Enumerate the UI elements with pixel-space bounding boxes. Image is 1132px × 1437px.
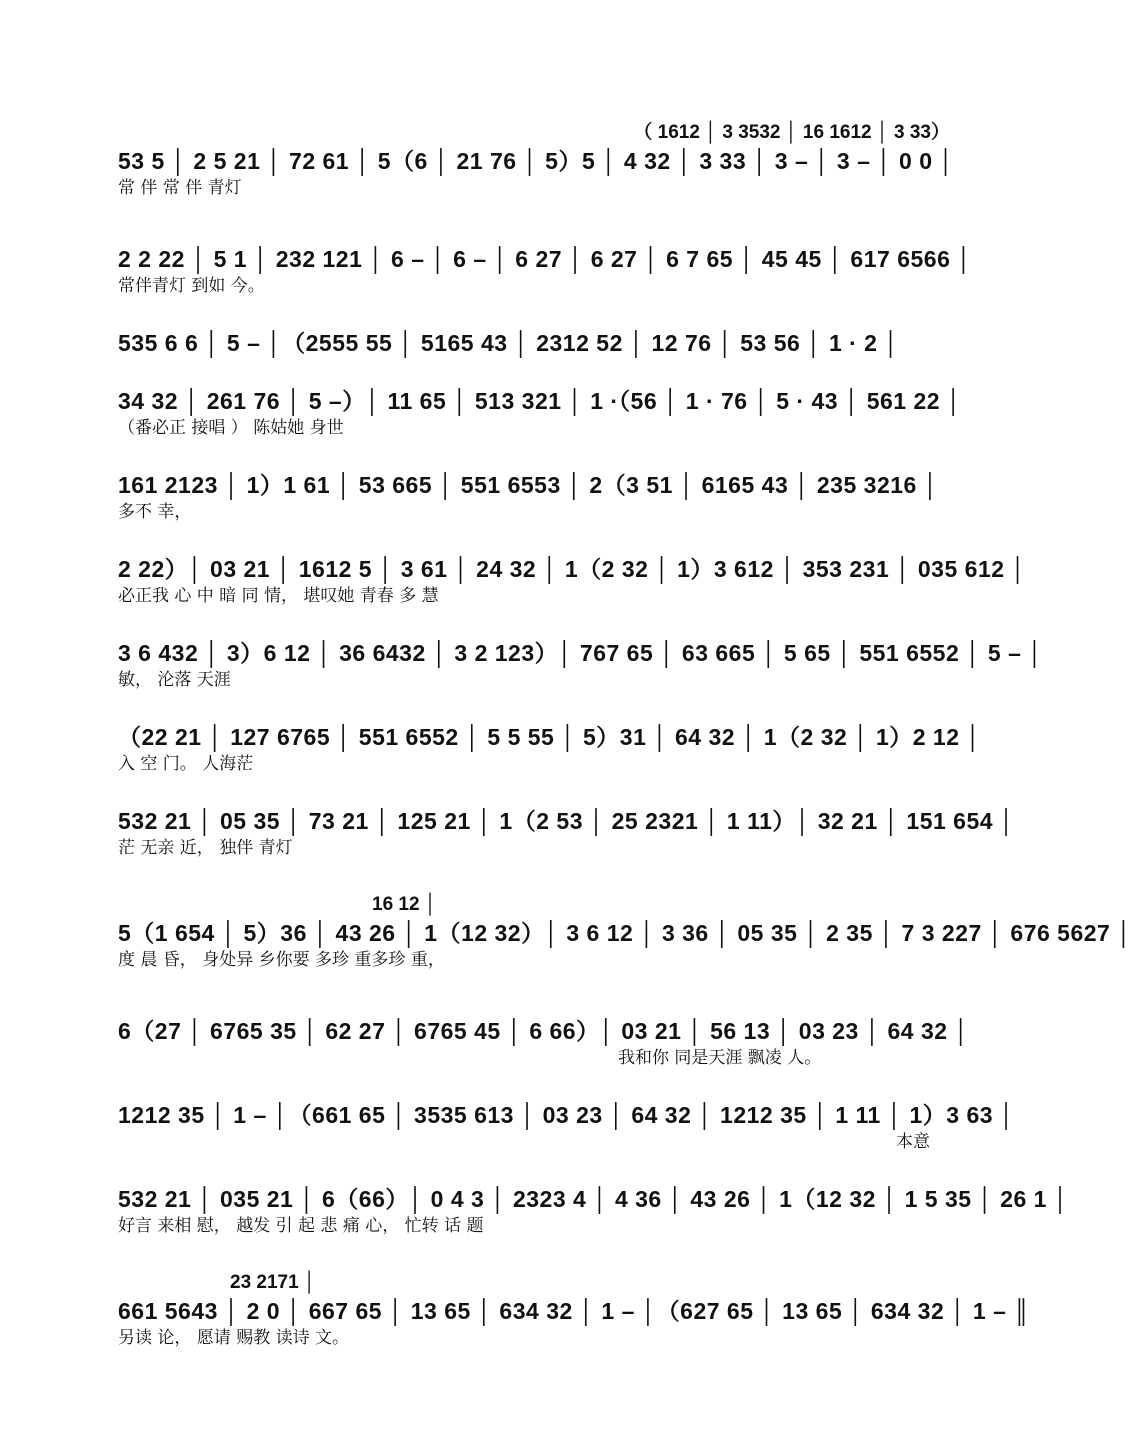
lyrics-line: 敏， 沦落 天涯	[118, 670, 231, 690]
lyrics-line: 度 晨 昏， 身处异 乡你要 多珍 重多珍 重，	[118, 950, 445, 970]
score-system-12	[118, 1100, 1015, 1154]
score-system-11	[118, 1016, 970, 1070]
notes-line: 6（27 │ 6765 35 │ 62 27 │ 6765 45 │ 6 66）│ 03 21 │ 56 13 │ 03 23 │ 64 32 │	[118, 1018, 970, 1044]
score-system-8	[118, 722, 982, 776]
score-system-14	[118, 1270, 1031, 1350]
lyrics-line	[118, 358, 954, 382]
notes-line: （22 21 │ 127 6765 │ 551 6552 │ 5 5 55 │ 5）31 │ 64 32 │ 1（2 32 │ 1）2 12 │	[118, 724, 982, 750]
notes-line: 2 2 22 │ 5 1 │ 232 121 │ 6 – │ 6 – │ 6 27 │ 6 27 │ 6 7 65 │ 45 45 │ 617 6566 │	[118, 246, 973, 272]
intro-notes: （ 1612 │ 3 3532 │ 16 1612 │ 3 33）	[633, 122, 950, 143]
lyrics-line: 我和你 同是天涯 飘凌 人。	[618, 1048, 822, 1068]
score-system-13	[118, 1184, 1069, 1238]
lyrics-line: （番必正 接唱 ） 陈姑她 身世	[118, 418, 344, 438]
score-system-4	[118, 386, 962, 440]
notes-line: 34 32 │ 261 76 │ 5 –）│ 11 65 │ 513 321 │ 1 ·（56 │ 1 · 76 │ 5 · 43 │ 561 22 │	[118, 388, 962, 414]
notes-line: 532 21 │ 035 21 │ 6（66）│ 0 4 3 │ 2323 4 │ 4 36 │ 43 26 │ 1（12 32 │ 1 5 35 │ 26 1 │	[118, 1186, 1069, 1212]
notes-line: 161 2123 │ 1）1 61 │ 53 665 │ 551 6553 │ 2（3 51 │ 6165 43 │ 235 3216 │	[118, 472, 939, 498]
lyrics-line: 入 空 门。 人海茫	[118, 754, 254, 774]
upper-voice-notes: 16 12 │	[372, 894, 437, 915]
lyrics-line: 多不 幸，	[118, 502, 192, 522]
notes-line: 2 22）│ 03 21 │ 1612 5 │ 3 61 │ 24 32 │ 1（2 32 │ 1）3 612 │ 353 231 │ 035 612 │	[118, 556, 1027, 582]
lyrics-line: 茫 无亲 近， 独伴 青灯	[118, 838, 293, 858]
score-system-2	[118, 244, 973, 298]
upper-voice-notes: 23 2171 │	[230, 1272, 316, 1293]
lyrics-line: 常 伴 常 伴 青灯	[118, 178, 242, 198]
notes-line: 661 5643 │ 2 0 │ 667 65 │ 13 65 │ 634 32 │ 1 – │（627 65 │ 13 65 │ 634 32 │ 1 – ║	[118, 1298, 1031, 1324]
notes-line: 532 21 │ 05 35 │ 73 21 │ 125 21 │ 1（2 53 │ 25 2321 │ 1 11）│ 32 21 │ 151 654 │	[118, 808, 1015, 834]
score-system-6	[118, 554, 1027, 608]
notes-line: 1212 35 │ 1 – │（661 65 │ 3535 613 │ 03 23 │ 64 32 │ 1212 35 │ 1 11 │ 1）3 63 │	[118, 1102, 1015, 1128]
score-system-3	[118, 328, 954, 382]
lyrics-line: 必正我 心 中 暗 同 情， 堪叹她 青春 多 慧	[118, 586, 439, 606]
score-system-9	[118, 806, 1015, 860]
lyrics-line: 另读 论， 愿请 赐教 读诗 文。	[118, 1328, 350, 1348]
lyrics-line: 常伴青灯 到如 今。	[118, 276, 265, 296]
lyrics-line: 好言 来相 慰， 越发 引 起 悲 痛 心， 忙转 话 题	[118, 1216, 484, 1236]
notes-line: 3 6 432 │ 3）6 12 │ 36 6432 │ 3 2 123）│ 767 65 │ 63 665 │ 5 65 │ 551 6552 │ 5 – │	[118, 640, 1044, 666]
lyrics-line: 本意	[896, 1132, 930, 1152]
notes-line: 53 5 │ 2 5 21 │ 72 61 │ 5（6 │ 21 76 │ 5）5 │ 4 32 │ 3 33 │ 3 – │ 3 – │ 0 0 │	[118, 148, 955, 174]
score-system-1	[118, 120, 954, 200]
notes-line: 535 6 6 │ 5 – │（2555 55 │ 5165 43 │ 2312 52 │ 12 76 │ 53 56 │ 1 · 2 │	[118, 330, 900, 356]
notes-line: 5（1 654 │ 5）36 │ 43 26 │ 1（12 32）│ 3 6 12 │ 3 36 │ 05 35 │ 2 35 │ 7 3 227 │ 676 5627 │	[118, 920, 1132, 946]
score-system-7	[118, 638, 1044, 692]
score-system-5	[118, 470, 954, 524]
score-system-10	[118, 892, 1132, 972]
